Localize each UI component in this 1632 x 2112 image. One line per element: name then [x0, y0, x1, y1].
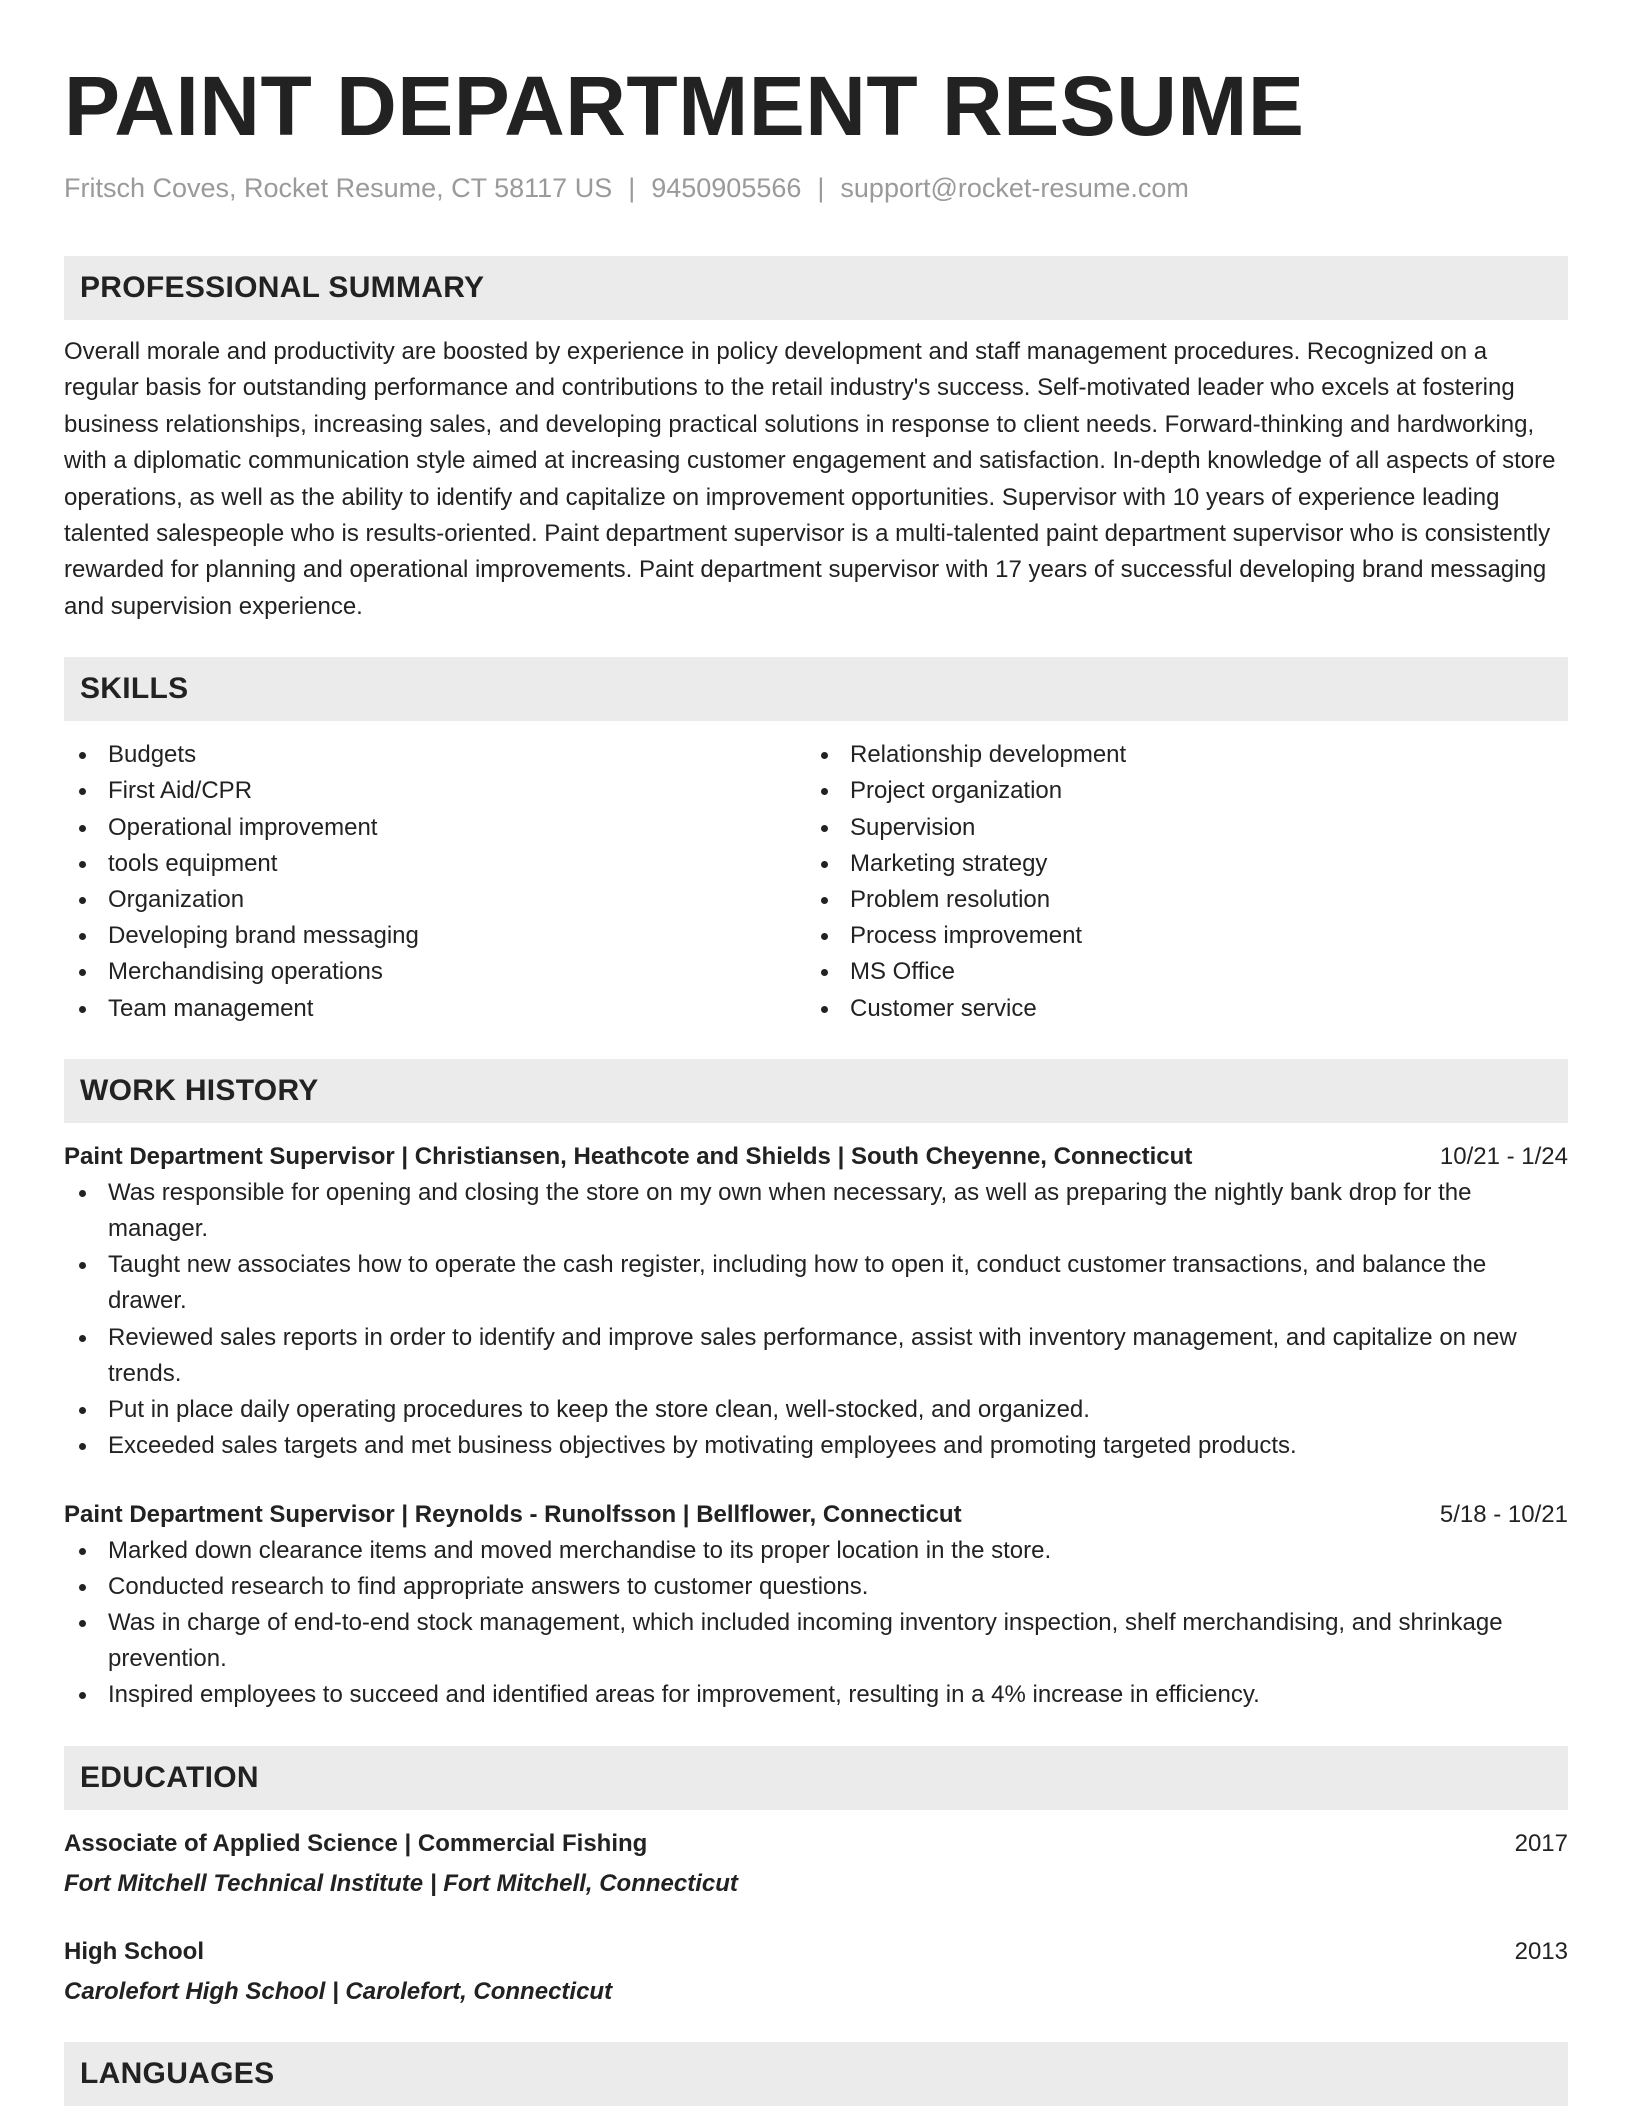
job-title: Paint Department Supervisor | Christiansen, Heathcote and Shields | South Cheyenne, Connecticut [64, 1142, 1193, 1170]
languages-section-header: LANGUAGES [64, 2042, 1568, 2106]
education-section-header: EDUCATION [64, 1746, 1568, 1810]
education-degree: High School [64, 1937, 204, 1965]
job-bullet: Was responsible for opening and closing the store on my own when necessary, as well as preparing the nightly bank drop for the manager. [64, 1175, 1568, 1247]
job-bullet: Inspired employees to succeed and identified areas for improvement, resulting in a 4% increase in efficiency. [64, 1677, 1568, 1713]
skills-grid [64, 737, 1568, 1027]
job-bullet: Conducted research to find appropriate answers to customer questions. [64, 1569, 1568, 1605]
skill-item: Problem resolution [806, 882, 1548, 918]
education-entry [64, 1934, 1568, 2010]
skill-item: Marketing strategy [806, 846, 1548, 882]
contact-separator: | [628, 173, 636, 203]
education-year: 2013 [1514, 1937, 1568, 1965]
skill-item: Relationship development [806, 737, 1548, 773]
contact-phone: 9450905566 [651, 173, 802, 203]
skill-item: Operational improvement [64, 810, 806, 846]
skill-item: Developing brand messaging [64, 918, 806, 954]
job-bullet: Reviewed sales reports in order to identify and improve sales performance, assist with inventory management, and capitalize on new trends. [64, 1320, 1568, 1392]
skills-section-header: SKILLS [64, 657, 1568, 721]
education-school: Carolefort High School | Carolefort, Connecticut [64, 1977, 613, 2005]
contact-email: support@rocket-resume.com [840, 173, 1189, 203]
job-bullet: Taught new associates how to operate the cash register, including how to open it, conduct customer transactions, and balance the drawer. [64, 1247, 1568, 1319]
job-bullet: Marked down clearance items and moved merchandise to its proper location in the store. [64, 1533, 1568, 1569]
contact-address: Fritsch Coves, Rocket Resume, CT 58117 US [64, 173, 613, 203]
skill-item: Merchandising operations [64, 954, 806, 990]
job-bullet: Put in place daily operating procedures to keep the store clean, well-stocked, and organized. [64, 1392, 1568, 1428]
education-degree: Associate of Applied Science | Commercial Fishing [64, 1829, 648, 1857]
skill-item: Organization [64, 882, 806, 918]
job-bullet-list [64, 1175, 1568, 1465]
resume-title: PAINT DEPARTMENT RESUME [64, 59, 1305, 153]
job-bullet: Exceeded sales targets and met business objectives by motivating employees and promoting targeted products. [64, 1428, 1568, 1464]
skill-item: Team management [64, 991, 806, 1027]
job-bullet: Was in charge of end-to-end stock management, which included incoming inventory inspection, shelf merchandising, and shrinkage prevention. [64, 1605, 1568, 1677]
education-school: Fort Mitchell Technical Institute | Fort Mitchell, Connecticut [64, 1869, 738, 1897]
skill-item: First Aid/CPR [64, 773, 806, 809]
contact-separator: | [817, 173, 825, 203]
job-dates: 5/18 - 10/21 [1439, 1500, 1568, 1528]
summary-section-header: PROFESSIONAL SUMMARY [64, 256, 1568, 320]
skill-item: MS Office [806, 954, 1548, 990]
work-history-section-header: WORK HISTORY [64, 1059, 1568, 1123]
job-dates: 10/21 - 1/24 [1439, 1142, 1568, 1170]
job-bullet-list [64, 1533, 1568, 1714]
job-header [64, 1139, 1568, 1175]
skill-item: Budgets [64, 737, 806, 773]
skill-item: Project organization [806, 773, 1548, 809]
skill-item: Process improvement [806, 918, 1548, 954]
job-title: Paint Department Supervisor | Reynolds - Runolfsson | Bellflower, Connecticut [64, 1500, 962, 1528]
skill-item: Supervision [806, 810, 1548, 846]
skill-item: Customer service [806, 991, 1548, 1027]
skill-item: tools equipment [64, 846, 806, 882]
job-header [64, 1497, 1568, 1533]
skills-left-column [64, 737, 806, 1027]
summary-text: Overall morale and productivity are boosted by experience in policy development and staff management procedures. Recognized on a regular basis for outstanding performance and contributions to the retail industry's success. Self-motivated leader who excels at fostering business relationships, increasing sales, and developing practical solutions in response to client needs. Forward-thinking and hardworking, with a diplomatic communication style aimed at increasing customer engagement and satisfaction. In-depth knowledge of all aspects of store operations, as well as the ability to identify and capitalize on improvement opportunities. Supervisor with 10 years of experience leading talented salespeople who is results-oriented. Paint department supervisor is a multi-talented paint department supervisor who is consistently rewarded for planning and operational improvements. Paint department supervisor with 17 years of successful developing brand messaging and supervision experience. [64, 338, 1556, 620]
education-header [64, 1826, 1568, 1862]
skills-right-column [806, 737, 1548, 1027]
contact-line [64, 170, 1568, 206]
education-header [64, 1934, 1568, 1970]
education-year: 2017 [1514, 1829, 1568, 1857]
education-entry [64, 1826, 1568, 1902]
